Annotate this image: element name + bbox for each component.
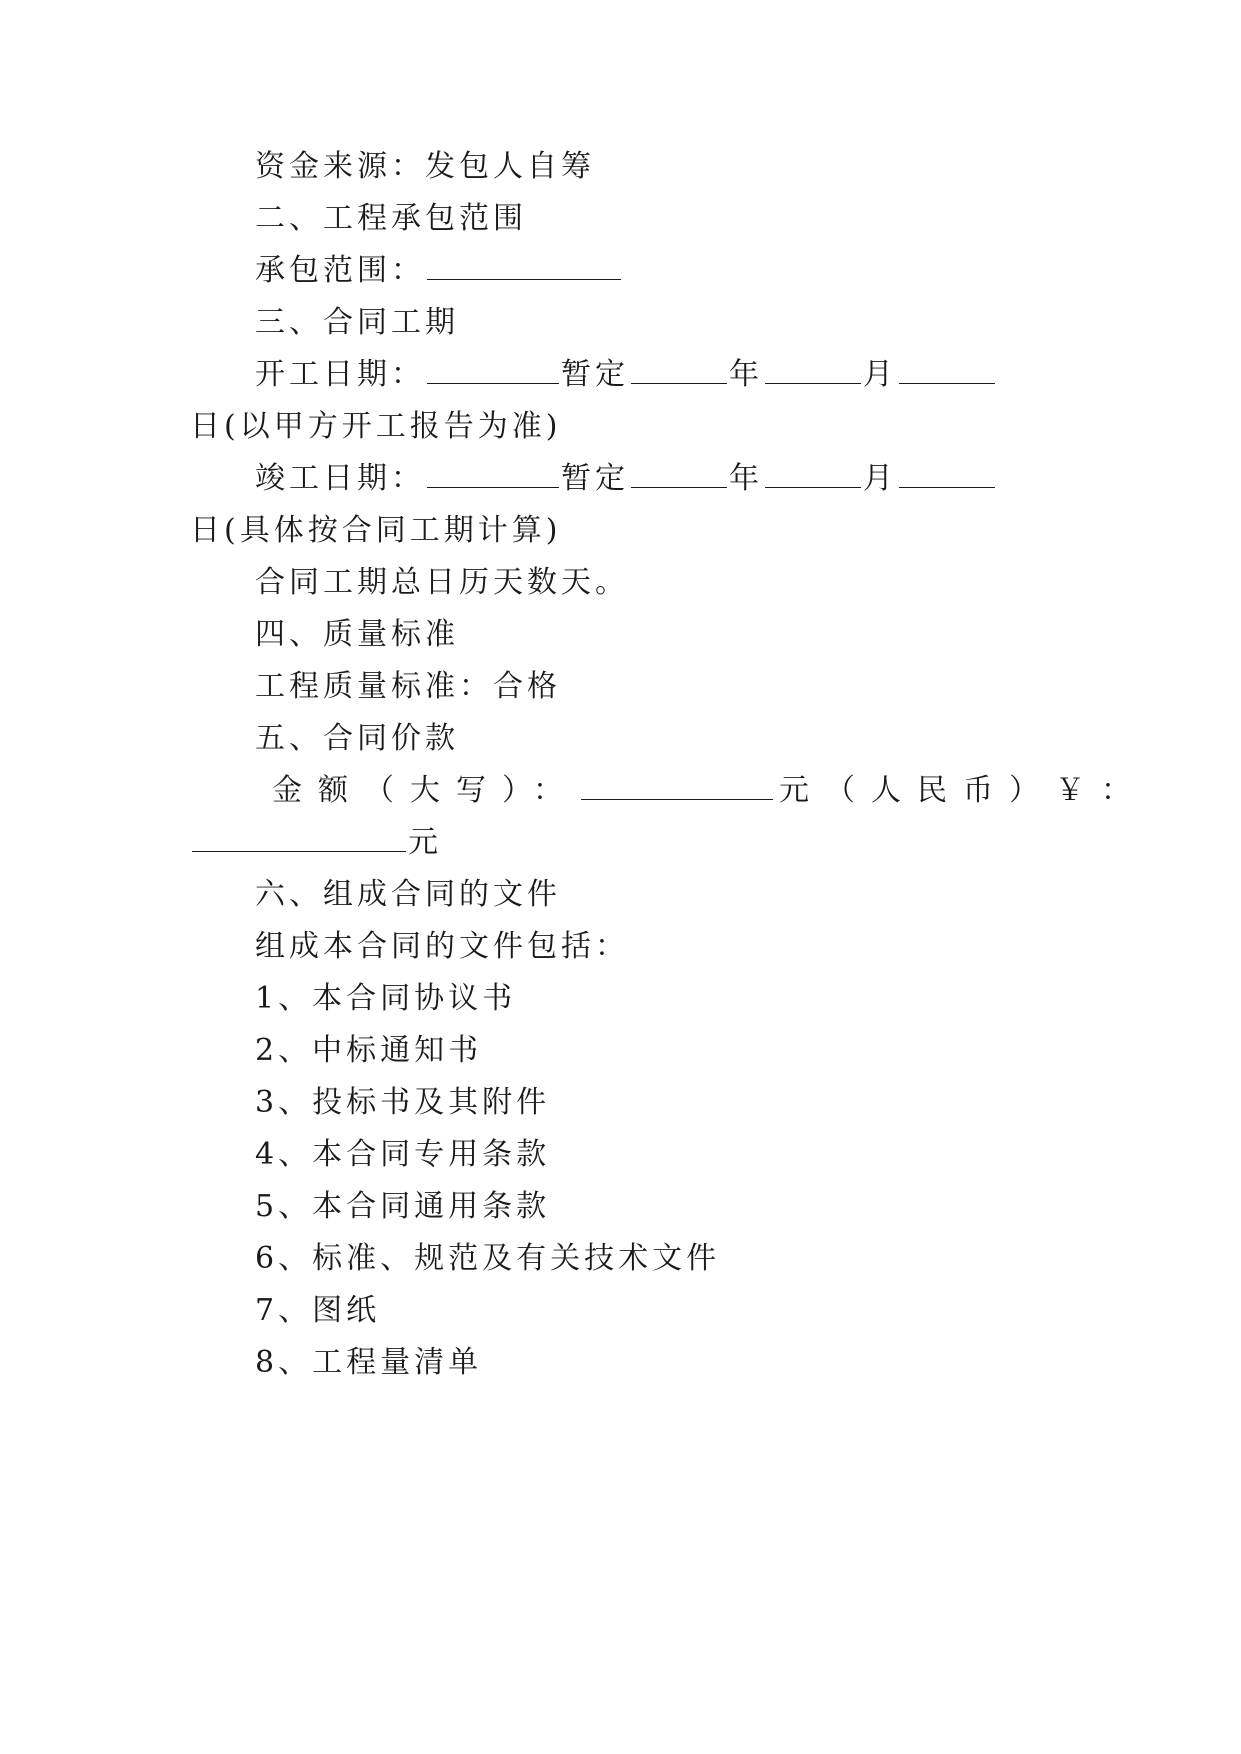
document-item-7: 7、图纸 xyxy=(255,1293,381,1328)
document-item-8: 8、工程量清单 xyxy=(255,1345,483,1380)
list-item xyxy=(255,1126,1115,1184)
amount-yuan: 元 xyxy=(408,825,442,860)
start-year-blank xyxy=(631,359,727,384)
section-5-heading xyxy=(255,710,1115,768)
list-item xyxy=(255,970,1115,1028)
start-date-line xyxy=(255,346,1115,404)
completion-date-tail: 日(具体按合同工期计算) xyxy=(190,513,562,548)
completion-date-blank xyxy=(427,463,559,488)
start-date-blank xyxy=(427,359,559,384)
completion-date-label: 竣工日期： xyxy=(255,461,425,496)
section-6-title: 六、组成合同的文件 xyxy=(255,877,561,912)
section-2-heading xyxy=(255,190,1115,248)
start-month-blank xyxy=(765,359,861,384)
scope-blank xyxy=(427,255,621,280)
scope-line xyxy=(255,242,1115,300)
start-year-char: 年 xyxy=(729,357,763,392)
list-item xyxy=(255,1282,1115,1340)
list-item xyxy=(255,1178,1115,1236)
document-item-5: 5、本合同通用条款 xyxy=(255,1189,551,1224)
completion-month-blank xyxy=(765,463,861,488)
quality-standard-line xyxy=(255,658,1115,716)
start-date-tail-line xyxy=(190,398,1050,456)
list-item xyxy=(255,1022,1115,1080)
completion-month-char: 月 xyxy=(863,461,897,496)
section-2-title: 二、工程承包范围 xyxy=(255,201,527,236)
completion-provisional-text: 暂定 xyxy=(561,461,629,496)
document-item-4: 4、本合同专用条款 xyxy=(255,1137,551,1172)
document-item-3: 3、投标书及其附件 xyxy=(255,1085,551,1120)
completion-day-blank xyxy=(899,463,995,488)
funding-source-line xyxy=(255,138,1115,196)
section-6-heading xyxy=(255,866,1115,924)
total-days-line xyxy=(255,554,1115,612)
document-item-1: 1、本合同协议书 xyxy=(255,981,517,1016)
start-month-char: 月 xyxy=(863,357,897,392)
list-item xyxy=(255,1074,1115,1132)
amount-line xyxy=(272,762,1147,820)
start-date-label: 开工日期： xyxy=(255,357,425,392)
start-provisional-text: 暂定 xyxy=(561,357,629,392)
amount-tail-line xyxy=(190,814,1050,872)
scope-label: 承包范围： xyxy=(255,253,425,288)
start-date-tail: 日(以甲方开工报告为准) xyxy=(190,409,562,444)
section-3-title: 三、合同工期 xyxy=(255,305,459,340)
start-day-blank xyxy=(899,359,995,384)
amount-capital-blank xyxy=(581,775,773,800)
list-item xyxy=(255,1334,1115,1392)
amount-unit-rmb: 元（人民币）￥： xyxy=(779,773,1147,808)
section-4-title: 四、质量标准 xyxy=(255,617,459,652)
quality-standard-text: 工程质量标准：合格 xyxy=(255,669,561,704)
section-5-title: 五、合同价款 xyxy=(255,721,459,756)
amount-label: 金额（大写）： xyxy=(272,773,579,808)
section-3-heading xyxy=(255,294,1115,352)
section-4-heading xyxy=(255,606,1115,664)
list-item xyxy=(255,1230,1115,1288)
documents-intro-line xyxy=(255,918,1115,976)
completion-year-blank xyxy=(631,463,727,488)
total-days-text: 合同工期总日历天数天。 xyxy=(255,565,629,600)
document-item-6: 6、标准、规范及有关技术文件 xyxy=(255,1241,721,1276)
completion-date-line xyxy=(255,450,1115,508)
completion-date-tail-line xyxy=(190,502,1050,560)
document-item-2: 2、中标通知书 xyxy=(255,1033,483,1068)
amount-numeric-blank xyxy=(192,827,406,852)
completion-year-char: 年 xyxy=(729,461,763,496)
funding-source-text: 资金来源：发包人自筹 xyxy=(255,149,595,184)
documents-intro-text: 组成本合同的文件包括： xyxy=(255,929,629,964)
